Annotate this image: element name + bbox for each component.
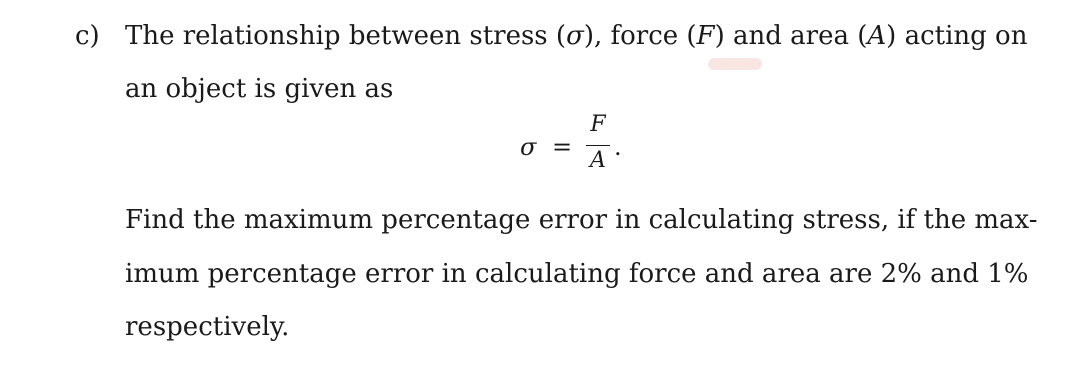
- formula-numerator: F: [590, 112, 606, 137]
- formula-equals: =: [552, 133, 573, 161]
- question-line-4: imum percentage error in calculating force and area are 2% and 1%: [125, 259, 1029, 289]
- smudge-mark: [708, 58, 762, 70]
- line1-text-2: ), force (: [583, 21, 697, 51]
- question-line-2: an object is given as: [125, 74, 394, 104]
- force-symbol: F: [696, 21, 715, 51]
- question-line-1: [125, 20, 1027, 52]
- question-line-3: Find the maximum percentage error in calculating stress, if the max-: [125, 205, 1038, 235]
- question-line-5: respectively.: [125, 312, 290, 342]
- area-symbol: A: [867, 21, 887, 51]
- line1-text-1: The relationship between stress (: [125, 21, 567, 51]
- line1-text-4: ) acting on: [886, 21, 1028, 51]
- formula-period: .: [614, 133, 622, 161]
- sigma-symbol: σ: [566, 21, 584, 51]
- formula-lhs: σ: [520, 133, 537, 161]
- stress-formula: [520, 112, 630, 182]
- question-label: c): [75, 21, 100, 51]
- fraction-bar: [586, 145, 610, 146]
- formula-denominator: A: [590, 148, 606, 173]
- line1-text-3: ) and area (: [714, 21, 868, 51]
